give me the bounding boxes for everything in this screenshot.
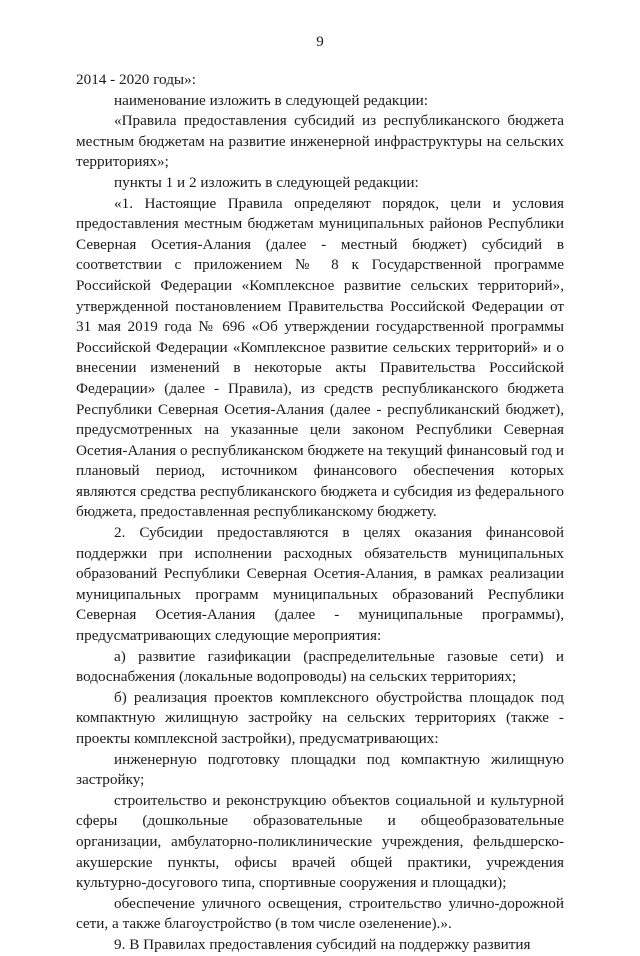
paragraph-points-instruction: пункты 1 и 2 изложить в следующей редакции: <box>114 173 419 191</box>
paragraph-new-title: «Правила предоставления субсидий из республиканского бюджета местным бюджетам на развитие инженерной инфраструктуры на сельских территориях»; <box>76 112 564 171</box>
paragraph-point-2: 2. Субсидии предоставляются в целях оказания финансовой поддержки при исполнении расходных обязательств муниципальных образований Республики Северная Осетия-Алания, в рамках реализации муниципальных программ муниципальных образований Республики Северная Осетия-Алания (далее - муниципальные программы), предусматривающих следующие мероприятия: <box>76 524 564 645</box>
paragraph-engineering-prep: инженерную подготовку площадки под компактную жилищную застройку; <box>76 750 564 789</box>
paragraph-continuation: 2014 - 2020 годы»: <box>76 71 196 88</box>
page-number: 9 <box>316 34 324 50</box>
paragraph-lighting: обеспечение уличного освещения, строительство улично-дорожной сети, а также благоустройство (в том числе озеленение).». <box>76 894 564 933</box>
document-body <box>76 70 564 956</box>
paragraph-item-b: б) реализация проектов комплексного обустройства площадок под компактную жилищную застройку на сельских территориях (также - проекты комплексной застройки), предусматривающих: <box>76 688 564 747</box>
paragraph-point-1: «1. Настоящие Правила определяют порядок, цели и условия предоставления местным бюджетам муниципальных районов Республики Северная Осетия-Алания (далее - местный бюджет) субсидий в соответствии с приложением № 8 к Государственной программе Российской Федерации «Комплексное развитие сельских территорий», утвержденной постановлением Правительства Российской Федерации от 31 мая 2019 года № 696 «Об утверждении государственной программы Российской Федерации «Комплексное развитие сельских территорий» и о внесении изменений в некоторые акты Правительства Российской Федерации» (далее - Правила), из средств республиканского бюджета Республики Северная Осетия-Алания (далее - республиканский бюджет), предусмотренных на указанные цели законом Республики Северная Осетия-Алания о республиканском бюджете на текущий финансовый год и плановый период, источником финансового обеспечения которых являются средства республиканского бюджета и субсидия из федерального бюджета, предоставленная республиканскому бюджету. <box>76 194 564 521</box>
paragraph-point-9: 9. В Правилах предоставления субсидий на поддержку развития <box>114 935 531 953</box>
paragraph-construction: строительство и реконструкцию объектов социальной и культурной сферы (дошкольные образовательные и общеобразовательные организации, амбулаторно-поликлинические учреждения, фельдшерско-акушерские пункты, офисы врачей общей практики, учреждения культурно-досугового типа, спортивные сооружения и площадки); <box>76 791 564 892</box>
paragraph-title-instruction: наименование изложить в следующей редакции: <box>114 91 428 109</box>
paragraph-item-a: а) развитие газификации (распределительные газовые сети) и водоснабжения (локальные водопроводы) на сельских территориях; <box>76 647 564 686</box>
document-page <box>76 0 564 953</box>
